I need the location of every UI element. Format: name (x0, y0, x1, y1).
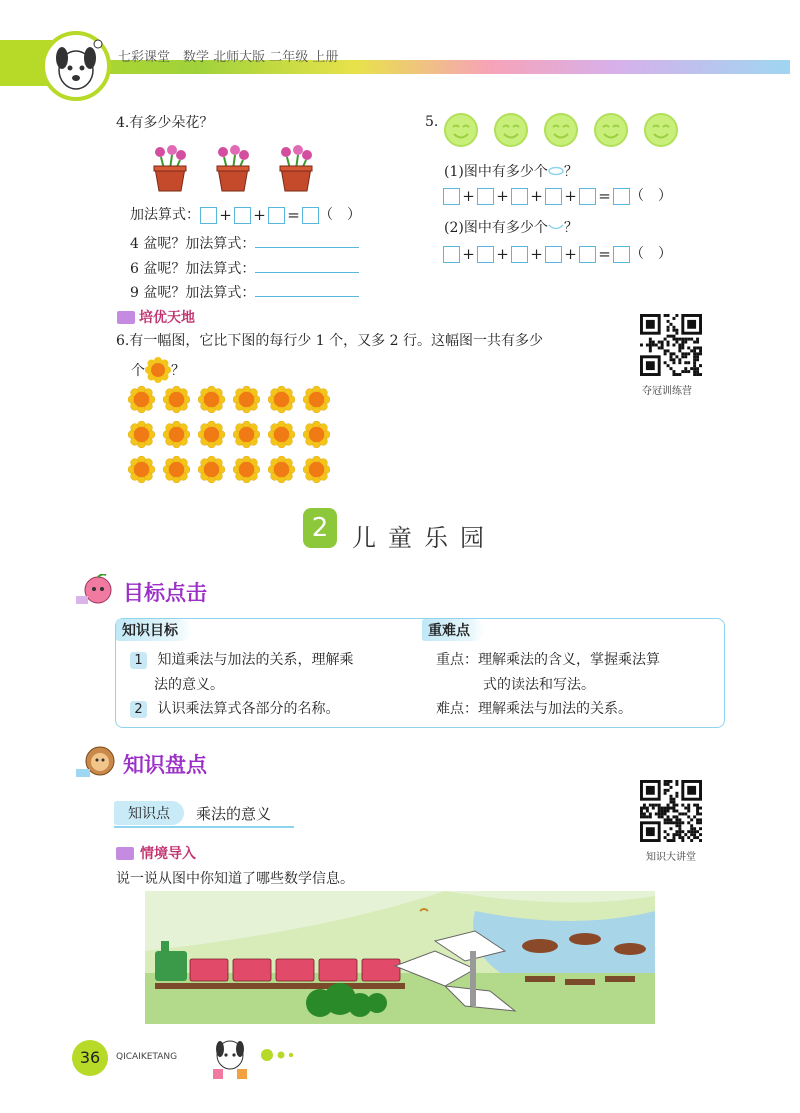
smiley-face-icon (443, 112, 479, 148)
sunflower-icon (268, 456, 295, 483)
answer-box[interactable] (443, 246, 460, 263)
q4-sub-row: 6 盆呢？加法算式： (130, 258, 359, 278)
q5-sub2: (2)图中有多少个 ？ (444, 220, 578, 236)
mascot-dog-icon (40, 30, 112, 102)
sunflower-icon (303, 456, 330, 483)
section-enrichment: 培优天地 (117, 307, 195, 327)
footer-mascot-icon (205, 1035, 300, 1083)
answer-box[interactable] (613, 188, 630, 205)
chapter-title: 儿童乐园 (352, 524, 496, 552)
q5-row2: + + + + = （ ） (443, 243, 672, 263)
q6-line2: 个 ？ (131, 357, 185, 383)
focus-text-cont: 式的读法和写法。 (483, 677, 595, 693)
answer-box[interactable] (511, 188, 528, 205)
difficulty-text: 难点：理解乘法与加法的关系。 (436, 701, 632, 717)
q5-row1: + + + + = （ ） (443, 185, 672, 205)
knowledge-goal-label: 知识目标 (116, 619, 192, 641)
smiley-face-icon (543, 112, 579, 148)
qr-code-icon[interactable] (640, 314, 702, 376)
answer-box[interactable] (579, 188, 596, 205)
sunflower-icon (233, 386, 260, 413)
sunflower-icon (128, 386, 155, 413)
answer-box[interactable] (268, 207, 285, 224)
sunflower-icon (163, 421, 190, 448)
sunflower-icon (198, 456, 225, 483)
eye-shape-icon (548, 166, 564, 176)
q4-sub-row: 4 盆呢？加法算式： (130, 233, 359, 253)
scenario-instruction: 说一说从图中你知道了哪些数学信息。 (116, 871, 354, 887)
sunflower-icon (233, 421, 260, 448)
answer-box[interactable] (443, 188, 460, 205)
q4-question: 4.有多少朵花？ (116, 115, 214, 131)
sunflower-grid (128, 386, 338, 490)
knowledge-point-label: 知识点 (114, 801, 184, 825)
smiley-face-icon (493, 112, 529, 148)
scenario-intro: 情境导入 (116, 843, 196, 863)
sunflower-icon (268, 421, 295, 448)
q5-sub1: (1)图中有多少个 ？ (444, 164, 578, 180)
answer-box[interactable] (545, 188, 562, 205)
smiley-faces (443, 112, 679, 148)
sunflower-icon (268, 386, 295, 413)
q6-line1: 6.有一幅图，它比下图的每行少 1 个，又多 2 行。这幅图一共有多少 (116, 333, 543, 349)
apple-mascot-icon (74, 574, 118, 606)
park-scene-icon (145, 891, 655, 1024)
answer-line[interactable] (255, 284, 359, 297)
knowledge-point-title: 乘法的意义 (196, 805, 272, 823)
answer-box[interactable] (613, 246, 630, 263)
page-number: 36 (72, 1040, 108, 1076)
key-points-label: 重难点 (422, 619, 484, 641)
flower-pot-icon (276, 143, 316, 193)
goal-item: 1 知道乘法与加法的关系，理解乘 (130, 648, 353, 673)
flower-pot-icon (150, 143, 190, 193)
goals-heading: 目标点击 (123, 581, 207, 605)
amusement-park-illustration (145, 891, 655, 1024)
qr-caption: 夺冠训练营 (642, 386, 692, 397)
answer-box[interactable] (200, 207, 217, 224)
sunflower-icon (303, 421, 330, 448)
answer-box[interactable] (511, 246, 528, 263)
answer-line[interactable] (255, 260, 359, 273)
focus-text: 重点：理解乘法的含义，掌握乘法算 (436, 652, 660, 668)
sunflower-icon (128, 456, 155, 483)
answer-box[interactable] (302, 207, 319, 224)
answer-box[interactable] (477, 188, 494, 205)
flower-pots (150, 143, 316, 197)
q4-sub-row: 9 盆呢？加法算式： (130, 282, 359, 302)
book-tag-icon (116, 847, 134, 860)
book-tag-icon (117, 311, 135, 324)
sunflower-icon (198, 421, 225, 448)
answer-box[interactable] (477, 246, 494, 263)
chapter-number: 2 (303, 508, 337, 548)
sunflower-icon (163, 386, 190, 413)
smiley-face-icon (593, 112, 629, 148)
smiley-face-icon (643, 112, 679, 148)
sunflower-icon (163, 456, 190, 483)
lion-mascot-icon (74, 745, 118, 779)
sunflower-icon (198, 386, 225, 413)
sunflower-icon (233, 456, 260, 483)
q5-number: 5. (425, 114, 439, 130)
sunflower-icon (303, 386, 330, 413)
q4-formula-row: 加法算式： + + = （ ） (130, 206, 361, 224)
mouth-shape-icon (548, 222, 564, 232)
knowledge-heading: 知识盘点 (123, 753, 207, 777)
flower-pot-icon (213, 143, 253, 193)
header-title: 七彩课堂 数学 北师大版 二年级 上册 (118, 50, 339, 65)
qr-caption: 知识大讲堂 (646, 852, 696, 863)
goal-item: 2 认识乘法算式各部分的名称。 (130, 697, 339, 722)
goal-item-cont: 法的意义。 (154, 677, 224, 693)
answer-line[interactable] (255, 235, 359, 248)
footer-brand: QICAIKETANG (116, 1052, 178, 1062)
qr-code-icon[interactable] (640, 780, 702, 842)
answer-box[interactable] (545, 246, 562, 263)
sunflower-icon (145, 357, 171, 383)
answer-box[interactable] (579, 246, 596, 263)
sunflower-icon (128, 421, 155, 448)
answer-box[interactable] (234, 207, 251, 224)
